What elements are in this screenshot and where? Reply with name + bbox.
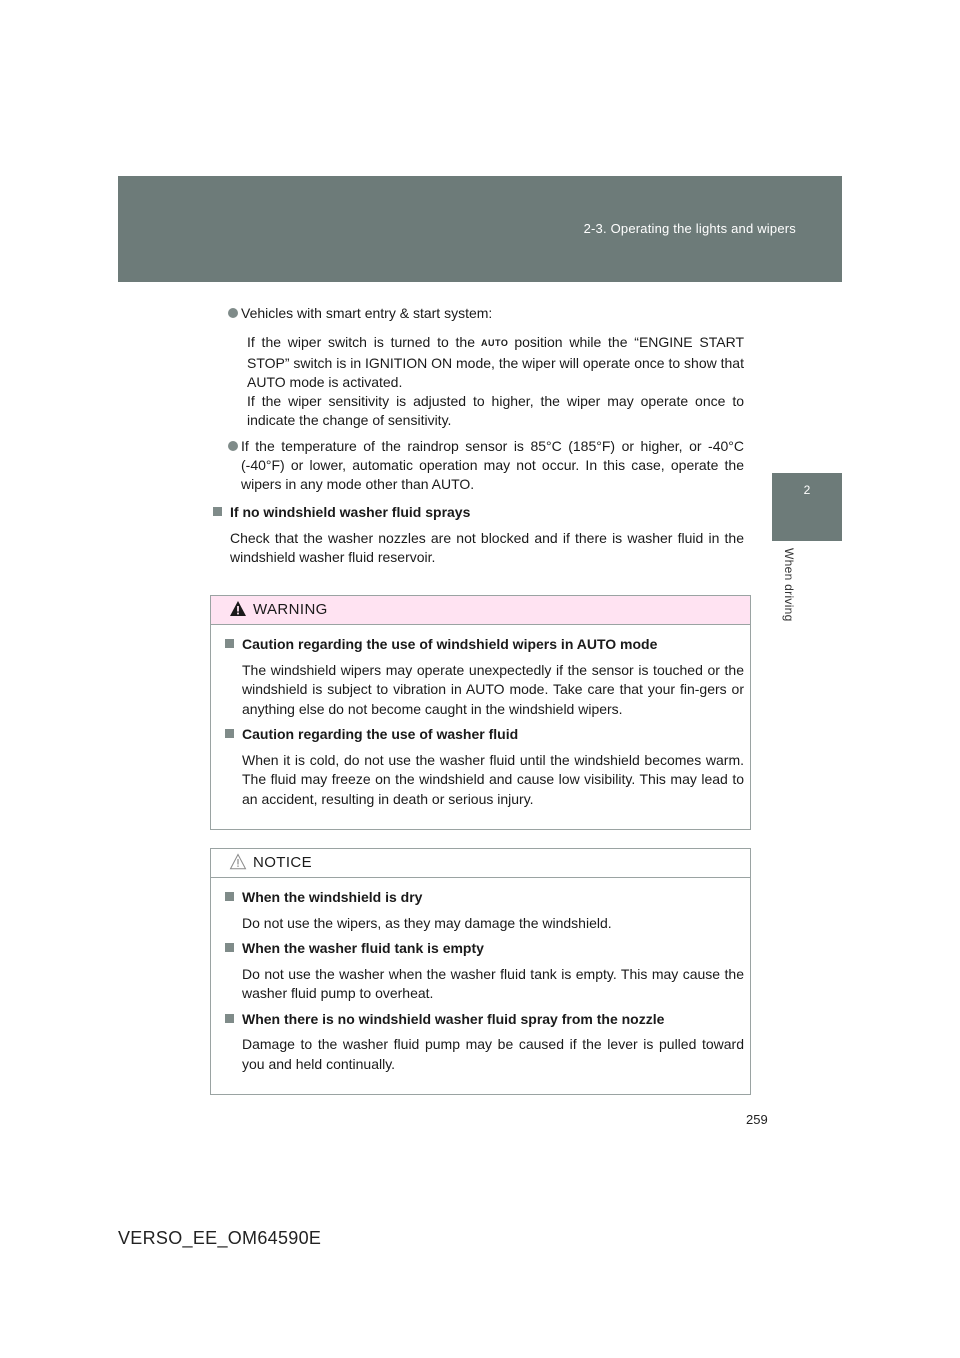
square-bullet-icon: [225, 1014, 234, 1023]
bullet-item: [212, 437, 744, 494]
warning-item-heading: [224, 725, 744, 745]
auto-position-icon: AUTO: [480, 338, 509, 348]
notice-item-text: Do not use the wipers, as they may damage the windshield.: [242, 914, 612, 931]
notice-item-heading-text: When the windshield is dry: [242, 889, 423, 905]
notice-item-text: Do not use the washer when the washer fluid tank is empty. This may cause the washer fluid pump to overheat.: [242, 965, 744, 1001]
bullet-paragraph: [241, 333, 744, 392]
section-heading: [212, 503, 744, 522]
bullet-dot-icon: [228, 308, 238, 318]
notice-item-text: Damage to the washer fluid pump may be caused if the lever is pulled toward you and held continually.: [242, 1036, 744, 1072]
page-number: 259: [746, 1112, 768, 1127]
section-text: Check that the washer nozzles are not blocked and if there is washer fluid in the windshield washer fluid reservoir.: [230, 530, 744, 565]
main-body: [212, 304, 744, 567]
bullet-dot-icon: [228, 441, 238, 451]
notice-item-heading: [224, 939, 744, 959]
notice-item-heading-text: When the washer fluid tank is empty: [242, 940, 484, 956]
header-band: [118, 176, 842, 282]
bullet-text: If the temperature of the raindrop sensor is 85°C (185°F) or higher, or -40°C (-40°F) or lower, automatic operation may not occur. In this case, operate the wipers in any mode other than AUTO.: [241, 438, 744, 492]
bullet-lead: Vehicles with smart entry & start system:: [241, 305, 493, 321]
square-bullet-icon: [225, 943, 234, 952]
warning-header: [211, 596, 750, 625]
notice-item-heading: [224, 888, 744, 908]
notice-item-heading-text: When there is no windshield washer fluid spray from the nozzle: [242, 1010, 665, 1027]
notice-triangle-icon: [229, 853, 247, 870]
warning-item-text: When it is cold, do not use the washer fluid until the windshield becomes warm. The fluid may freeze on the windshield and cause low visibility. This may lead to an accident, resulting in death or serious injury.: [242, 751, 744, 807]
bullet-item: [212, 304, 744, 430]
section-title: 2-3. Operating the lights and wipers: [583, 221, 796, 236]
warning-item-heading: [224, 635, 744, 655]
chapter-label: [782, 548, 802, 648]
bullet-paragraph-2: If the wiper sensitivity is adjusted to higher, the wiper may operate once to indicate the change of sensitivity.: [247, 393, 744, 428]
warning-item-heading-text: Caution regarding the use of windshield wipers in AUTO mode: [242, 636, 658, 652]
chapter-number: 2: [803, 483, 811, 497]
text-before-auto: If the wiper switch is turned to the: [247, 334, 475, 350]
square-bullet-icon: [225, 639, 234, 648]
notice-title: NOTICE: [253, 854, 313, 871]
notice-content: [211, 878, 750, 1094]
notice-item-heading: [224, 1010, 744, 1030]
chapter-tab: [772, 473, 842, 541]
warning-item-heading-text: Caution regarding the use of washer fluid: [242, 726, 519, 742]
notice-box: [210, 848, 751, 1095]
notice-header: [211, 849, 750, 878]
manual-code: VERSO_EE_OM64590E: [118, 1228, 322, 1248]
square-bullet-icon: [225, 729, 234, 738]
chapter-label-text: When driving: [782, 548, 796, 622]
square-bullet-icon: [213, 507, 222, 516]
warning-content: [211, 625, 750, 829]
square-bullet-icon: [225, 892, 234, 901]
text-after-auto: position while the “ENGINE START STOP” switch is in IGNITION ON mode, the wiper will operate once to show that AUTO mode is activated.: [247, 334, 744, 390]
section-heading-text: If no windshield washer fluid sprays: [230, 504, 471, 520]
warning-triangle-icon: [229, 600, 247, 617]
warning-title: WARNING: [253, 601, 328, 618]
warning-item-text: The windshield wipers may operate unexpectedly if the sensor is touched or the windshield is subject to vibration in AUTO mode. Take care that your fin-gers or anything else do not become caught in the windshield wipers.: [242, 661, 744, 717]
warning-box: [210, 595, 751, 830]
